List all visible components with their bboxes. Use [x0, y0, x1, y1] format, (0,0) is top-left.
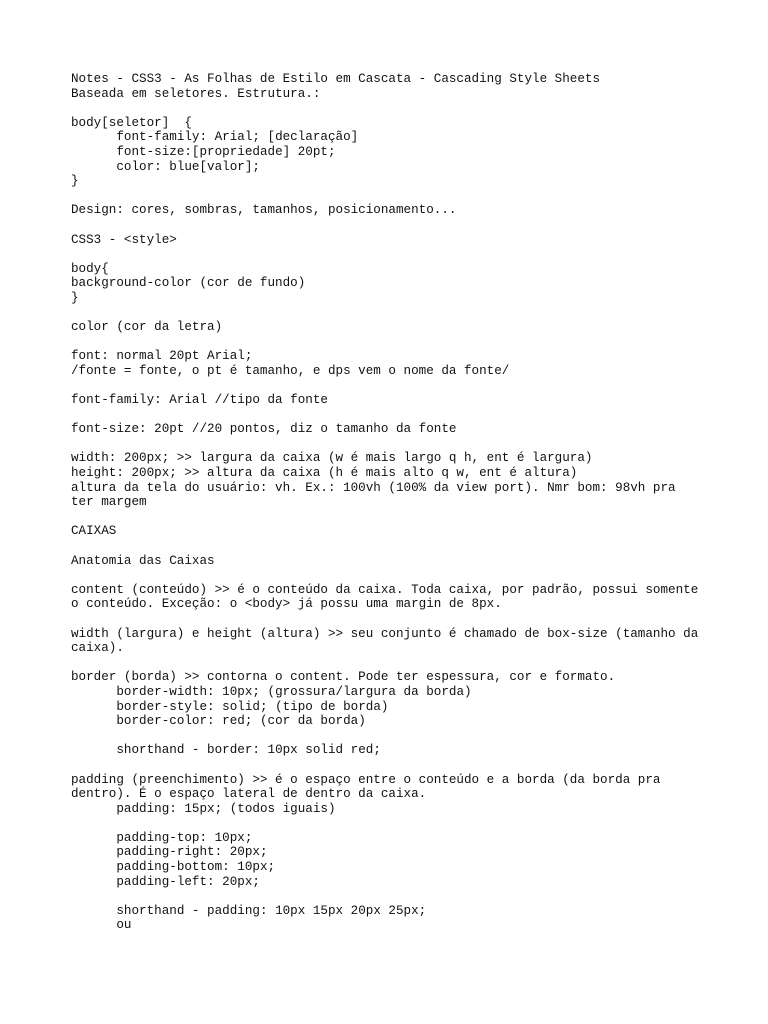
- text-line: [71, 306, 711, 321]
- text-line: width: 200px; >> largura da caixa (w é mais largo q h, ent é largura): [71, 451, 593, 466]
- text-line: Notes - CSS3 - As Folhas de Estilo em Cascata - Cascading Style Sheets: [71, 72, 601, 86]
- text-line: font-size:[propriedade] 20pt;: [71, 144, 336, 159]
- text-line: body[seletor] {: [71, 115, 192, 130]
- text-line: [71, 101, 711, 116]
- text-line: [71, 816, 711, 831]
- text-line: [71, 510, 711, 525]
- text-line: height: 200px; >> altura da caixa (h é mais alto q w, ent é altura): [71, 466, 578, 481]
- text-line: font-size: 20pt //20 pontos, diz o tamanho da fonte: [71, 422, 457, 437]
- text-line: [71, 378, 711, 393]
- text-line: [71, 889, 711, 904]
- text-line: [71, 656, 711, 671]
- text-line: color (cor da letra): [71, 320, 223, 335]
- text-line: CSS3 - <style>: [71, 232, 177, 247]
- text-line: [71, 247, 711, 262]
- text-line: altura da tela do usuário: vh. Ex.: 100vh (100% da view port). Nmr bom: 98vh pra: [71, 480, 676, 495]
- text-line: ter margem: [71, 495, 147, 510]
- text-line: padding-top: 10px;: [71, 830, 253, 845]
- text-line: /fonte = fonte, o pt é tamanho, e dps vem o nome da fonte/: [71, 363, 510, 378]
- text-line: dentro). É o espaço lateral de dentro da caixa.: [71, 787, 427, 802]
- text-line: Baseada em seletores. Estrutura.:: [71, 86, 321, 101]
- text-line: shorthand - border: 10px solid red;: [71, 743, 381, 758]
- text-line: o conteúdo. Exceção: o <body> já possu uma margin de 8px.: [71, 597, 502, 612]
- text-line: ou: [71, 918, 132, 933]
- text-line: shorthand - padding: 10px 15px 20px 25px;: [71, 903, 427, 918]
- text-line: border-color: red; (cor da borda): [71, 714, 366, 729]
- text-line: Design: cores, sombras, tamanhos, posicionamento...: [71, 203, 457, 218]
- text-line: color: blue[valor];: [71, 159, 260, 174]
- text-line: padding (preenchimento) >> é o espaço entre o conteúdo e a borda (da borda pra: [71, 772, 661, 787]
- text-line: CAIXAS: [71, 524, 117, 539]
- text-line: border-style: solid; (tipo de borda): [71, 699, 389, 714]
- text-line: Anatomia das Caixas: [71, 553, 215, 568]
- text-line: padding-left: 20px;: [71, 874, 260, 889]
- text-line: background-color (cor de fundo): [71, 276, 306, 291]
- text-line: border-width: 10px; (grossura/largura da borda): [71, 684, 472, 699]
- text-line: }: [71, 290, 79, 305]
- text-line: border (borda) >> contorna o content. Pode ter espessura, cor e formato.: [71, 670, 616, 685]
- text-line: [71, 758, 711, 773]
- text-line: [71, 568, 711, 583]
- text-line: [71, 729, 711, 744]
- text-line: [71, 437, 711, 452]
- text-line: [71, 539, 711, 554]
- text-line: }: [71, 174, 79, 189]
- text-line: [71, 218, 711, 233]
- text-line: [71, 189, 711, 204]
- text-line: [71, 408, 711, 423]
- text-line: font: normal 20pt Arial;: [71, 349, 253, 364]
- text-line: font-family: Arial; [declaração]: [71, 130, 359, 145]
- text-line: body{: [71, 261, 109, 276]
- text-line: padding: 15px; (todos iguais): [71, 801, 336, 816]
- text-line: padding-right: 20px;: [71, 845, 268, 860]
- text-line: padding-bottom: 10px;: [71, 860, 276, 875]
- text-line: caixa).: [71, 641, 124, 656]
- text-line: [71, 335, 711, 350]
- text-line: width (largura) e height (altura) >> seu conjunto é chamado de box-size (tamanho da: [71, 626, 699, 641]
- text-line: content (conteúdo) >> é o conteúdo da caixa. Toda caixa, por padrão, possui somente: [71, 582, 699, 597]
- document-body: [71, 72, 711, 933]
- text-line: [71, 612, 711, 627]
- text-line: font-family: Arial //tipo da fonte: [71, 393, 328, 408]
